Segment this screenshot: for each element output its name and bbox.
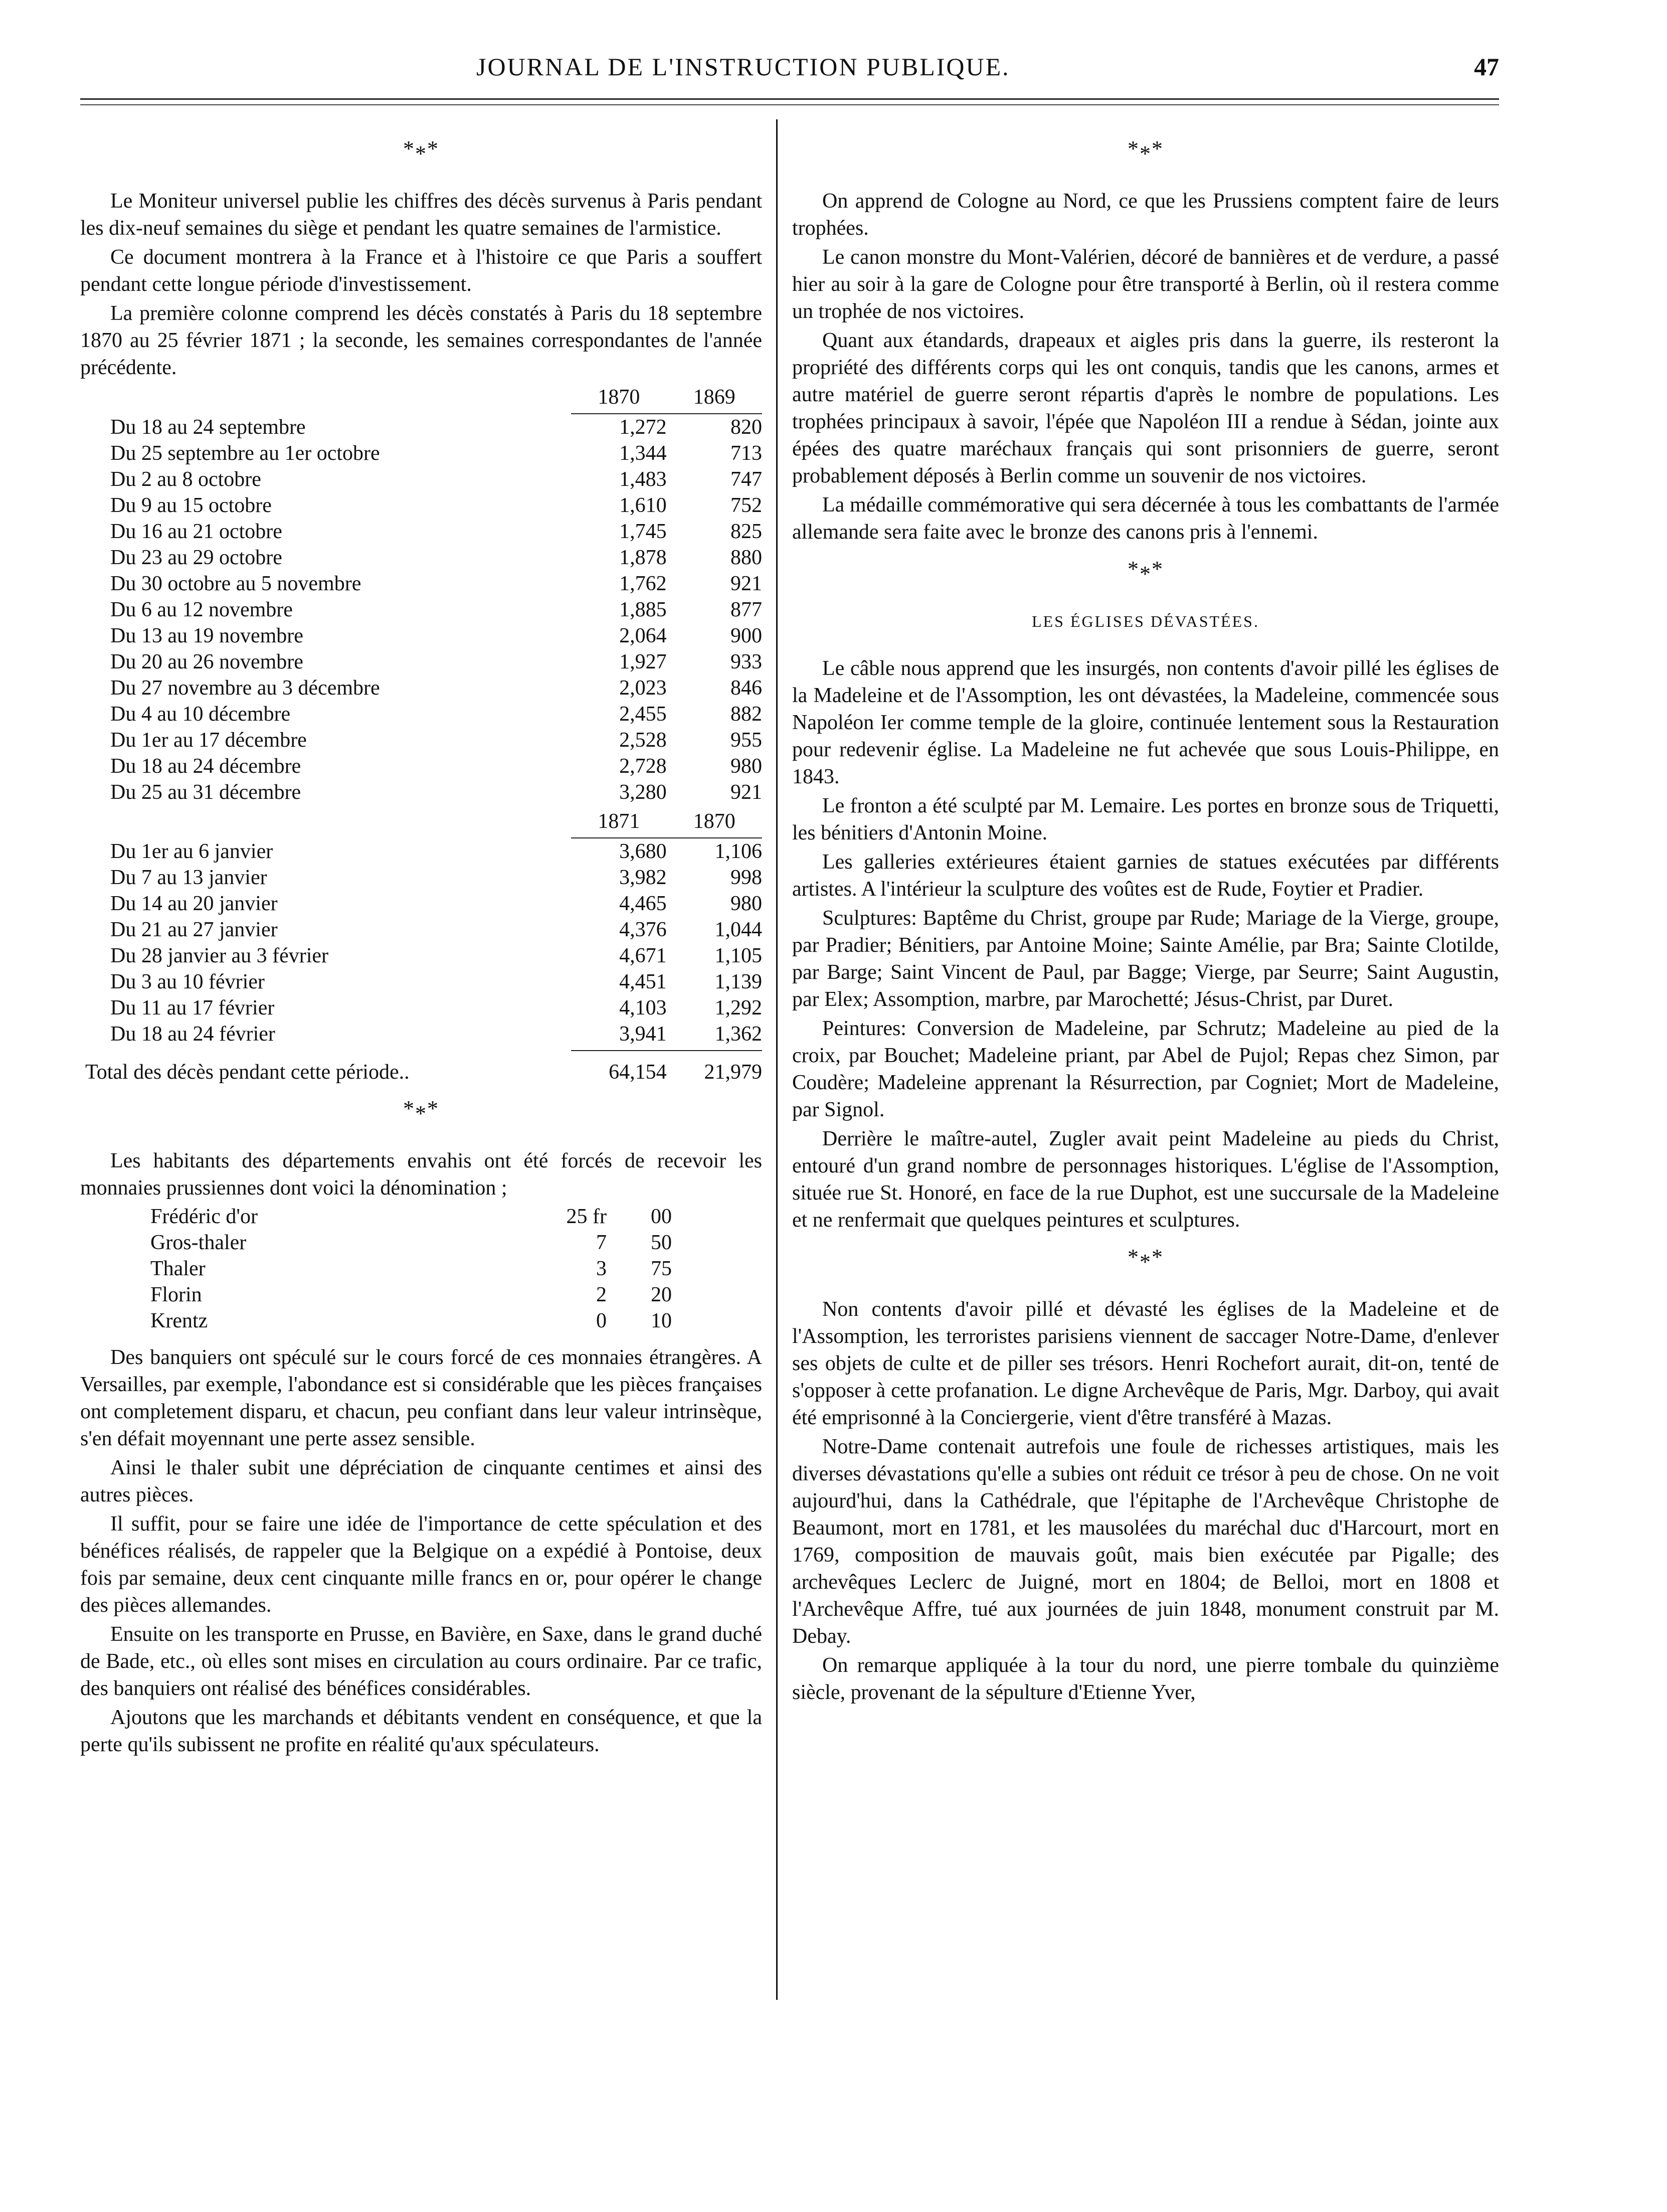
- period-label: Du 1er au 17 décembre: [110, 729, 307, 752]
- paragraph: Peintures: Conversion de Madeleine, par Schrutz; Madeleine au pied de la croix, par Bouchet; Madeleine priant, par Abel de Pujol; Repas chez Simon, par Coudère; Madeleine apprenant la Résurrection, par Cogniet; Mort de Madeleine, par Signol.: [792, 1017, 1499, 1121]
- table-row: [80, 891, 762, 917]
- table-row: [80, 969, 762, 995]
- table-row: [80, 1021, 762, 1047]
- header-rule: [80, 98, 1499, 100]
- period-label: Du 20 au 26 novembre: [110, 650, 303, 673]
- table-row: [80, 943, 762, 969]
- table-row: [150, 1230, 672, 1256]
- deaths-value: 2,023: [619, 676, 667, 700]
- table-row: [80, 701, 762, 727]
- total-row: [80, 1051, 762, 1085]
- deaths-value: 846: [730, 676, 762, 700]
- column-header: 1871: [571, 808, 666, 838]
- deaths-value: 2,728: [619, 755, 667, 778]
- period-label: Du 23 au 29 octobre: [110, 546, 282, 569]
- period-label: Du 18 au 24 décembre: [110, 755, 301, 778]
- deaths-value: 1,885: [619, 598, 667, 621]
- table-row: [150, 1308, 672, 1334]
- period-label: Du 2 au 8 octobre: [110, 468, 261, 491]
- deaths-value: 998: [730, 866, 762, 889]
- paragraph: Il suffit, pour se faire une idée de l'importance de cette spéculation et des bénéfices réalisés, de rappeler que la Belgique on a expédié à Pontoise, deux fois par semaine, deux cent cinquante mille francs en or, pour opérer le change des pièces allemandes.: [80, 1512, 762, 1617]
- section-separator: $*_**$: [1128, 136, 1164, 166]
- paragraph: Le câble nous apprend que les insurgés, non contents d'avoir pillé les églises de la Madeleine et de l'Assomption, les ont dévastées, la Madeleine, commencée sous Napoléon Ier comme temple de la gloire, continuée lentement sous la Restauration pour redevenir église. La Madeleine ne fut achevée que sous Louis-Philippe, en 1843.: [792, 657, 1499, 788]
- table-row: [80, 414, 762, 440]
- deaths-value: 4,671: [619, 944, 667, 967]
- table-row: [80, 545, 762, 571]
- deaths-value: 1,610: [619, 494, 667, 517]
- deaths-value: 980: [730, 892, 762, 915]
- table-row: [80, 571, 762, 597]
- section-separator: $*_**$: [403, 136, 439, 166]
- deaths-value: 3,941: [619, 1023, 667, 1046]
- deaths-value: 2,064: [619, 624, 667, 647]
- deaths-value: 1,292: [714, 996, 762, 1019]
- paragraph: Ce document montrera à la France et à l'histoire ce que Paris a souffert pendant cette longue période d'investissement.: [80, 246, 762, 296]
- coin-francs: 7: [596, 1231, 607, 1254]
- deaths-value: 1,483: [619, 468, 667, 491]
- deaths-value: 3,982: [619, 866, 667, 889]
- period-label: Du 21 au 27 janvier: [110, 918, 278, 941]
- money-intro: Les habitants des départements envahis ont été forcés de recevoir les monnaies prussiennes dont voici la dénomination ;: [80, 1149, 762, 1200]
- period-label: Du 27 novembre au 3 décembre: [110, 676, 380, 700]
- period-label: Du 6 au 12 novembre: [110, 598, 293, 621]
- paragraph: Ainsi le thaler subit une dépréciation de cinquante centimes et ainsi des autres pièces.: [80, 1456, 762, 1506]
- deaths-value: 1,745: [619, 520, 667, 543]
- table-row: [80, 675, 762, 701]
- journal-title: JOURNAL DE L'INSTRUCTION PUBLIQUE.: [476, 53, 1010, 81]
- deaths-value: 4,465: [619, 892, 667, 915]
- deaths-value: 713: [730, 442, 762, 465]
- period-label: Du 18 au 24 septembre: [110, 415, 306, 439]
- table-row: [80, 519, 762, 545]
- table-row: [80, 727, 762, 753]
- money-table: [150, 1204, 672, 1334]
- coin-name: Frédéric d'or: [150, 1205, 258, 1228]
- table-row: [80, 492, 762, 519]
- table-row: [80, 865, 762, 891]
- deaths-value: 2,455: [619, 703, 667, 726]
- paragraph: Non contents d'avoir pillé et dévasté les églises de la Madeleine et de l'Assomption, les terroristes parisiens viennent de saccager Notre-Dame, d'enlever ses objets de culte et de piller ses trésors. Henri Rochefort aurait, dit-on, tenté de s'opposer à cette profanation. Le digne Archevêque de Paris, Mgr. Darboy, qui avait été emprisonné à la Conciergerie, vient d'être transféré à Mazas.: [792, 1298, 1499, 1429]
- deaths-value: 4,376: [619, 918, 667, 941]
- table-header: [80, 808, 762, 838]
- section-separator: $*_**$: [1128, 1245, 1164, 1274]
- eglises-article: [792, 655, 1499, 1234]
- column-header: 1870: [667, 808, 762, 838]
- table-row: [80, 779, 762, 805]
- deaths-value: 1,344: [619, 442, 667, 465]
- paragraph: Quant aux étandards, drapeaux et aigles pris dans la guerre, ils resteront la propriété des différents corps qui les ont conquis, tandis que les canons, armes et autre matériel de guerre seront répartis d'après le nombre de populations. Les trophées principaux à savoir, l'épée que Napoléon III a rendue à Sédan, jointe aux épées des quatre maréchaux français qui sont prisonniers de guerre, seront probablement déposés à Berlin comme un souvenir de nos victoires.: [792, 329, 1499, 487]
- table-row: [150, 1282, 672, 1308]
- table-row: [80, 838, 762, 865]
- paragraph: Le Moniteur universel publie les chiffres des décès survenus à Paris pendant les dix-neuf semaines du siège et pendant les quatre semaines de l'armistice.: [80, 190, 762, 240]
- table-row: [80, 466, 762, 492]
- table-row: [80, 917, 762, 943]
- coin-centimes: 20: [651, 1283, 672, 1306]
- deaths-intro: [80, 188, 762, 381]
- coin-francs: 2: [596, 1283, 607, 1306]
- paragraph: Notre-Dame contenait autrefois une foule de richesses artistiques, mais les diverses dévastations qu'elle a subies ont réduit ce trésor à peu de chose. On ne voit aujourd'hui, dans la Cathédrale, que l'épitaphe de l'Archevêque Christophe de Beaumont, mort en 1781, et les mausolées du maréchal duc d'Harcourt, mort en 1769, composition de mauvais goût, mais bien exécutée par Pigalle; des archevêques Leclerc de Juigné, mort en 1804; de Belloi, mort en 1808 et l'Archevêque Affre, tué aux journées de juin 1848, monument construit par M. Debay.: [792, 1435, 1499, 1648]
- period-label: Du 11 au 17 février: [110, 996, 275, 1019]
- period-label: Du 14 au 20 janvier: [110, 892, 278, 915]
- total-label: Total des décès pendant cette période..: [85, 1060, 410, 1084]
- paragraph: Derrière le maître-autel, Zugler avait peint Madeleine au pieds du Christ, entouré d'un grand nombre de personnages historiques. L'église de l'Assomption, située rue St. Honoré, en face de la rue Duphot, est une succursale de la Madeleine et ne renfermait que quelques peintures et sculptures.: [792, 1127, 1499, 1232]
- deaths-value: 1,044: [714, 918, 762, 941]
- deaths-value: 933: [730, 650, 762, 673]
- speculation-text: [80, 1344, 762, 1758]
- paragraph: Ajoutons que les marchands et débitants vendent en conséquence, et que la perte qu'ils subissent ne profite en réalité qu'aux spéculateurs.: [80, 1706, 762, 1756]
- section-separator: $*_**$: [403, 1096, 439, 1126]
- deaths-value: 747: [730, 468, 762, 491]
- deaths-value: 877: [730, 598, 762, 621]
- page-header: [80, 52, 1499, 92]
- deaths-value: 825: [730, 520, 762, 543]
- coin-francs: 3: [596, 1257, 607, 1280]
- paragraph: Le fronton a été sculpté par M. Lemaire. Les portes en bronze sous de Triquetti, les bénitiers d'Antonin Moine.: [792, 794, 1499, 844]
- table-row: [150, 1204, 672, 1230]
- table-row: [150, 1256, 672, 1282]
- paragraph: On apprend de Cologne au Nord, ce que les Prussiens comptent faire de leurs trophées.: [792, 190, 1499, 240]
- period-label: Du 3 au 10 février: [110, 970, 265, 993]
- period-label: Du 25 septembre au 1er octobre: [110, 442, 380, 465]
- table-header: [80, 384, 762, 414]
- period-label: Du 30 octobre au 5 novembre: [110, 572, 361, 595]
- deaths-value: 820: [730, 416, 762, 439]
- column-header: 1869: [667, 384, 762, 414]
- total-value: 21,979: [667, 1051, 762, 1085]
- notre-dame-article: [792, 1296, 1499, 1706]
- paragraph: Des banquiers ont spéculé sur le cours forcé de ces monnaies étrangères. A Versailles, par exemple, l'abondance est si considérable que les pièces françaises ont completement disparu, et chacun, peu confiant dans leur valeur intrinsèque, s'en défait moyennant une perte assez sensible.: [80, 1346, 762, 1450]
- paragraph: La médaille commémorative qui sera décernée à tous les combattants de l'armée allemande sera faite avec le bronze des canons pris à l'ennemi.: [792, 493, 1499, 544]
- paragraph: Le canon monstre du Mont-Valérien, décoré de bannières et de verdure, a passé hier au soir à la gare de Cologne pour être transporté à Berlin, où il restera comme un trophée de nos victoires.: [792, 246, 1499, 323]
- period-label: Du 28 janvier au 3 février: [110, 944, 328, 967]
- coin-francs: 25 fr: [566, 1205, 607, 1228]
- deaths-value: 882: [730, 703, 762, 726]
- coin-name: Gros-thaler: [150, 1231, 247, 1254]
- deaths-value: 880: [730, 546, 762, 569]
- deaths-value: 921: [730, 572, 762, 595]
- deaths-value: 2,528: [619, 729, 667, 752]
- left-column: [80, 125, 762, 1760]
- coin-centimes: 00: [651, 1205, 672, 1228]
- table-row: [80, 995, 762, 1021]
- paragraph: La première colonne comprend les décès constatés à Paris du 18 septembre 1870 au 25 février 1871 ; la seconde, les semaines correspondantes de l'année précédente.: [80, 302, 762, 379]
- deaths-value: 900: [730, 624, 762, 647]
- section-title: LES ÉGLISES DÉVASTÉES.: [1032, 612, 1259, 630]
- deaths-value: 3,680: [619, 840, 667, 863]
- coin-name: Florin: [150, 1283, 202, 1306]
- paragraph: Les galleries extérieures étaient garnies de statues exécutées par différents artistes. A l'intérieur la sculpture des voûtes est de Rude, Foytier et Pradier.: [792, 850, 1499, 901]
- deaths-value: 1,362: [714, 1023, 762, 1046]
- deaths-value: 4,103: [619, 996, 667, 1019]
- period-label: Du 25 au 31 décembre: [110, 781, 301, 804]
- paragraph: Ensuite on les transporte en Prusse, en Bavière, en Saxe, dans le grand duché de Bade, etc., où elles sont mises en circulation au cours ordinaire. Par ce trafic, des banquiers ont réalisé des bénéfices considérables.: [80, 1623, 762, 1700]
- deaths-value: 921: [730, 781, 762, 804]
- table-row: [80, 623, 762, 649]
- paragraph: On remarque appliquée à la tour du nord, une pierre tombale du quinzième siècle, provenant de la sépulture d'Etienne Yver,: [792, 1654, 1499, 1704]
- deaths-table-1871: [80, 808, 762, 1047]
- deaths-value: 1,272: [619, 416, 667, 439]
- column-header: 1870: [571, 384, 666, 414]
- header-rule-secondary: [80, 104, 1499, 105]
- deaths-value: 1,106: [714, 840, 762, 863]
- page-number: 47: [1474, 53, 1499, 81]
- period-label: Du 1er au 6 janvier: [110, 839, 273, 863]
- deaths-value: 955: [730, 729, 762, 752]
- period-label: Du 13 au 19 novembre: [110, 624, 303, 647]
- period-label: Du 7 au 13 janvier: [110, 866, 267, 889]
- deaths-value: 980: [730, 755, 762, 778]
- section-separator: $*_**$: [1128, 557, 1164, 586]
- right-column: [792, 125, 1499, 1708]
- total-value: 64,154: [571, 1051, 666, 1085]
- deaths-value: 1,878: [619, 546, 667, 569]
- cologne-article: [792, 188, 1499, 546]
- deaths-value: 1,139: [714, 970, 762, 993]
- deaths-value: 3,280: [619, 781, 667, 804]
- coin-centimes: 10: [651, 1309, 672, 1332]
- period-label: Du 16 au 21 octobre: [110, 520, 282, 543]
- column-divider: [776, 119, 778, 2000]
- table-row: [80, 440, 762, 466]
- deaths-total: [80, 1050, 762, 1085]
- deaths-value: 1,105: [714, 944, 762, 967]
- table-row: [80, 649, 762, 675]
- table-row: [80, 597, 762, 623]
- deaths-value: 1,762: [619, 572, 667, 595]
- period-label: Du 9 au 15 octobre: [110, 494, 272, 517]
- coin-name: Thaler: [150, 1257, 206, 1280]
- deaths-value: 752: [730, 494, 762, 517]
- coin-centimes: 50: [651, 1231, 672, 1254]
- paragraph: Sculptures: Baptême du Christ, groupe par Rude; Mariage de la Vierge, groupe, par Pradier; Bénitiers, par Antoine Moine; Sainte Amélie, par Bra; Sainte Clotilde, par Barge; Saint Vincent de Paul, par Bagge; Vierge, par Seurre; Saint Augustin, par Elex; Assomption, marbre, par Marochetté; Jésus-Christ, par Duret.: [792, 907, 1499, 1011]
- deaths-table-1870: [80, 384, 762, 805]
- coin-centimes: 75: [651, 1257, 672, 1280]
- deaths-value: 1,927: [619, 650, 667, 673]
- table-row: [80, 753, 762, 779]
- deaths-value: 4,451: [619, 970, 667, 993]
- period-label: Du 18 au 24 février: [110, 1023, 275, 1046]
- period-label: Du 4 au 10 décembre: [110, 703, 291, 726]
- coin-francs: 0: [596, 1309, 607, 1332]
- coin-name: Krentz: [150, 1309, 208, 1332]
